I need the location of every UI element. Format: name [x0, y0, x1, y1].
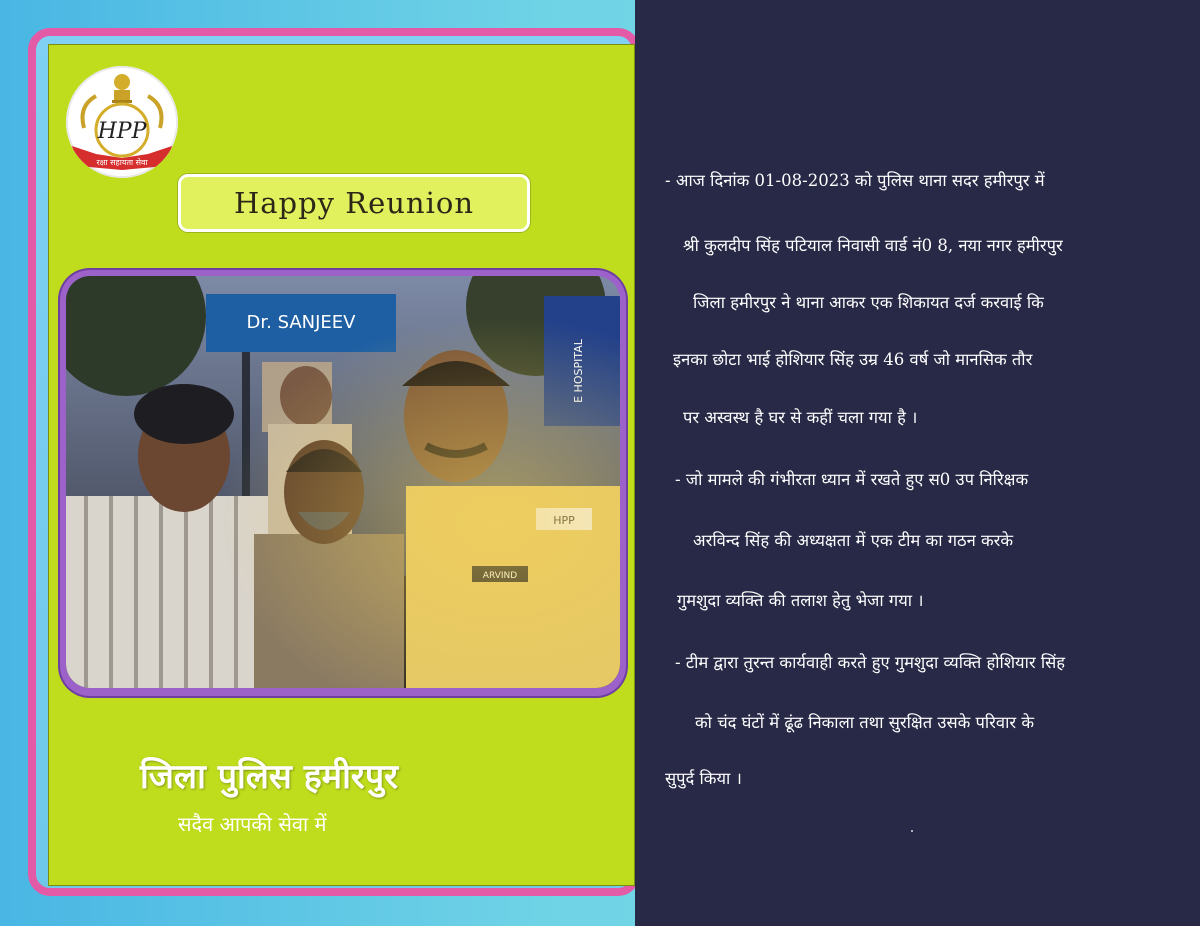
story-line: - टीम द्वारा तुरन्त कार्यवाही करते हुए गुमशुदा व्यक्ति होशियार सिंह	[675, 653, 1066, 672]
story-line: - जो मामले की गंभीरता ध्यान में रखते हुए स0 उप निरिक्षक	[675, 470, 1029, 489]
story-line: अरविन्द सिंह की अध्यक्षता में एक टीम का गठन करके	[693, 531, 1014, 550]
news-panel	[635, 0, 1200, 926]
story-line: श्री कुलदीप सिंह पटियाल निवासी वार्ड नं0 8, नया नगर हमीरपुर	[683, 236, 1063, 255]
decorative-dot	[911, 830, 913, 832]
story-line: इनका छोटा भाई होशियार सिंह उम्र 46 वर्ष जो मानसिक तौर	[673, 350, 1033, 369]
story-line: - आज दिनांक 01-08-2023 को पुलिस थाना सदर हमीरपुर में	[665, 171, 1045, 190]
news-story	[635, 0, 1200, 926]
service-tagline: सदैव आपकी सेवा में	[178, 812, 327, 836]
logo-text: HPP	[97, 119, 147, 144]
logo-motto: रक्षा सहायता सेवा	[96, 158, 148, 167]
story-line: पर अस्वस्थ है घर से कहीं चला गया है ।	[683, 408, 918, 427]
hpp-logo	[66, 66, 178, 178]
reunion-photo	[66, 276, 620, 688]
happy-reunion-banner	[178, 174, 530, 232]
emblem-icon	[66, 66, 178, 178]
story-line: जिला हमीरपुर ने थाना आकर एक शिकायत दर्ज करवाई कि	[693, 293, 1044, 312]
story-line: सुपुर्द किया ।	[665, 769, 742, 788]
district-police-title: जिला पुलिस हमीरपुर	[140, 757, 399, 797]
story-line: गुमशुदा व्यक्ति की तलाश हेतु भेजा गया ।	[677, 591, 924, 610]
photo-illustration	[66, 276, 620, 688]
banner-text: Happy Reunion	[233, 186, 475, 220]
story-line: को चंद घंटों में ढूंढ निकाला तथा सुरक्षित उसके परिवार के	[695, 713, 1035, 732]
